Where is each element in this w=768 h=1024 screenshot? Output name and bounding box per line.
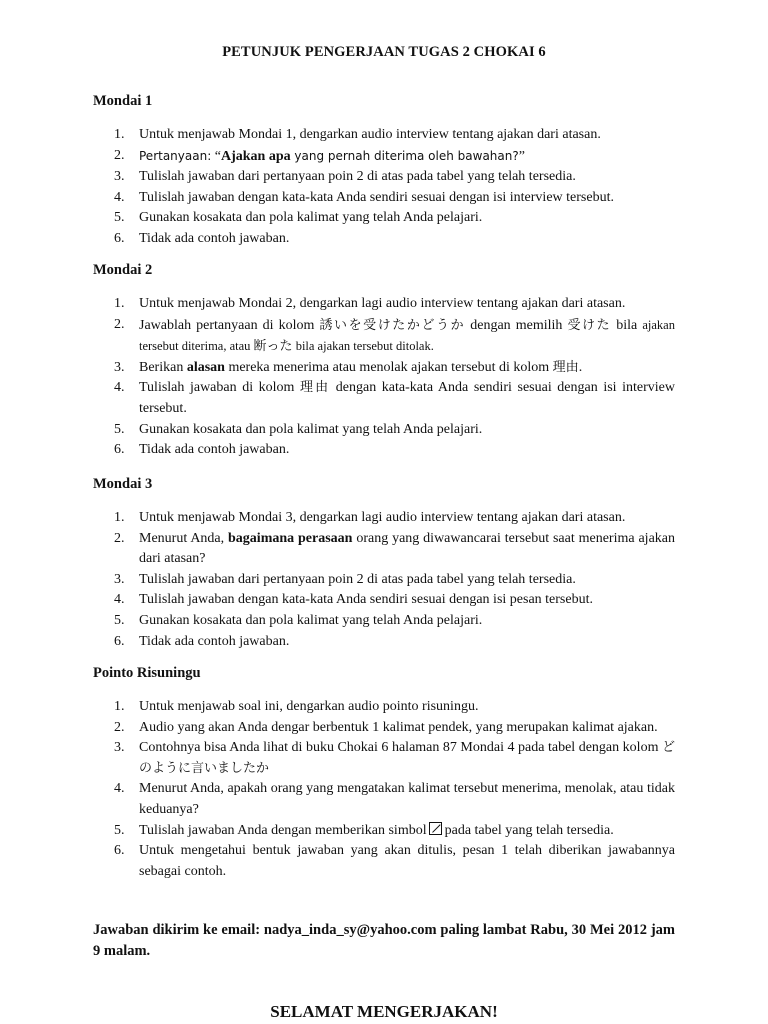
list-item: 4. Tulislah jawaban dengan kata-kata Anda sendiri sesuai dengan isi pesan tersebut. <box>114 592 593 608</box>
page-title: PETUNJUK PENGERJAAN TUGAS 2 CHOKAI 6 <box>222 44 546 60</box>
list-item: 2. Jawablah pertanyaan di kolom 誘いを受けたかどうか dengan memilih 受けた bila ajakan tersebut diterima, atau 断った bila ajakan tersebut ditolak. <box>114 316 675 355</box>
list-item: 1. Untuk menjawab Mondai 2, dengarkan lagi audio interview tentang ajakan dari atasan. <box>114 296 626 311</box>
list-item: 4. Tulislah jawaban di kolom 理由 dengan kata-kata Anda sendiri sesuai dengan isi interview tersebut. <box>114 380 675 416</box>
closing-text: SELAMAT MENGERJAKAN! <box>270 1002 498 1021</box>
submission-note: Jawaban dikirim ke email: nadya_inda_sy@yahoo.com paling lambat Rabu, 30 Mei 2012 jam 9 malam. <box>93 922 675 959</box>
list-item: 4. Tulislah jawaban dengan kata-kata Anda sendiri sesuai dengan isi interview tersebut. <box>114 189 614 205</box>
list-item: 2. Menurut Anda, bagaimana perasaan orang yang diwawancarai tersebut saat menerima ajakan dari atasan? <box>114 530 675 567</box>
pointo-risuningu-list <box>93 697 675 882</box>
list-item: 6. Untuk mengetahui bentuk jawaban yang akan ditulis, pesan 1 telah diberikan jawabannya sebagai contoh. <box>114 843 675 879</box>
list-item: 6. Tidak ada contoh jawaban. <box>114 442 290 458</box>
mondai-2-list <box>93 294 675 461</box>
list-item: 1. Untuk menjawab Mondai 3, dengarkan lagi audio interview tentang ajakan dari atasan. <box>114 510 626 525</box>
list-item: 5. Gunakan kosakata dan pola kalimat yang telah Anda pelajari. <box>114 210 483 226</box>
section-heading-mondai-1: Mondai 1 <box>93 93 153 109</box>
list-item: 1. Untuk menjawab Mondai 1, dengarkan audio interview tentang ajakan dari atasan. <box>114 127 601 142</box>
mondai-3-list <box>93 508 675 652</box>
list-item: 2. Pertanyaan: “Ajakan apa yang pernah diterima oleh bawahan?” <box>114 147 525 164</box>
list-item: 3. Tulislah jawaban dari pertanyaan poin 2 di atas pada tabel yang telah tersedia. <box>114 169 576 185</box>
list-item: 5. Tulislah jawaban Anda dengan memberikan simbol pada tabel yang telah tersedia. <box>114 822 614 838</box>
list-item: 6. Tidak ada contoh jawaban. <box>114 633 290 649</box>
list-item: 3. Tulislah jawaban dari pertanyaan poin 2 di atas pada tabel yang telah tersedia. <box>114 571 576 587</box>
list-item: 3. Contohnya bisa Anda lihat di buku Chokai 6 halaman 87 Mondai 4 pada tabel dengan kolom どのように言いましたか <box>114 740 675 776</box>
section-heading-mondai-3: Mondai 3 <box>93 476 153 492</box>
list-item: 1. Untuk menjawab soal ini, dengarkan audio pointo risuningu. <box>114 699 479 714</box>
checkbox-symbol-icon <box>429 822 442 835</box>
section-heading-mondai-2: Mondai 2 <box>93 262 153 278</box>
section-heading-pointo-risuningu: Pointo Risuningu <box>93 665 201 681</box>
list-item: 5. Gunakan kosakata dan pola kalimat yang telah Anda pelajari. <box>114 421 483 437</box>
mondai-1-list <box>93 125 675 250</box>
list-item: 6. Tidak ada contoh jawaban. <box>114 230 290 246</box>
list-item: 2. Audio yang akan Anda dengar berbentuk 1 kalimat pendek, yang merupakan kalimat ajakan. <box>114 719 658 735</box>
list-item: 5. Gunakan kosakata dan pola kalimat yang telah Anda pelajari. <box>114 612 483 628</box>
list-item: 4. Menurut Anda, apakah orang yang mengatakan kalimat tersebut menerima, menolak, atau tidak keduanya? <box>114 781 675 817</box>
list-item: 3. Berikan alasan mereka menerima atau menolak ajakan tersebut di kolom 理由. <box>114 359 583 375</box>
